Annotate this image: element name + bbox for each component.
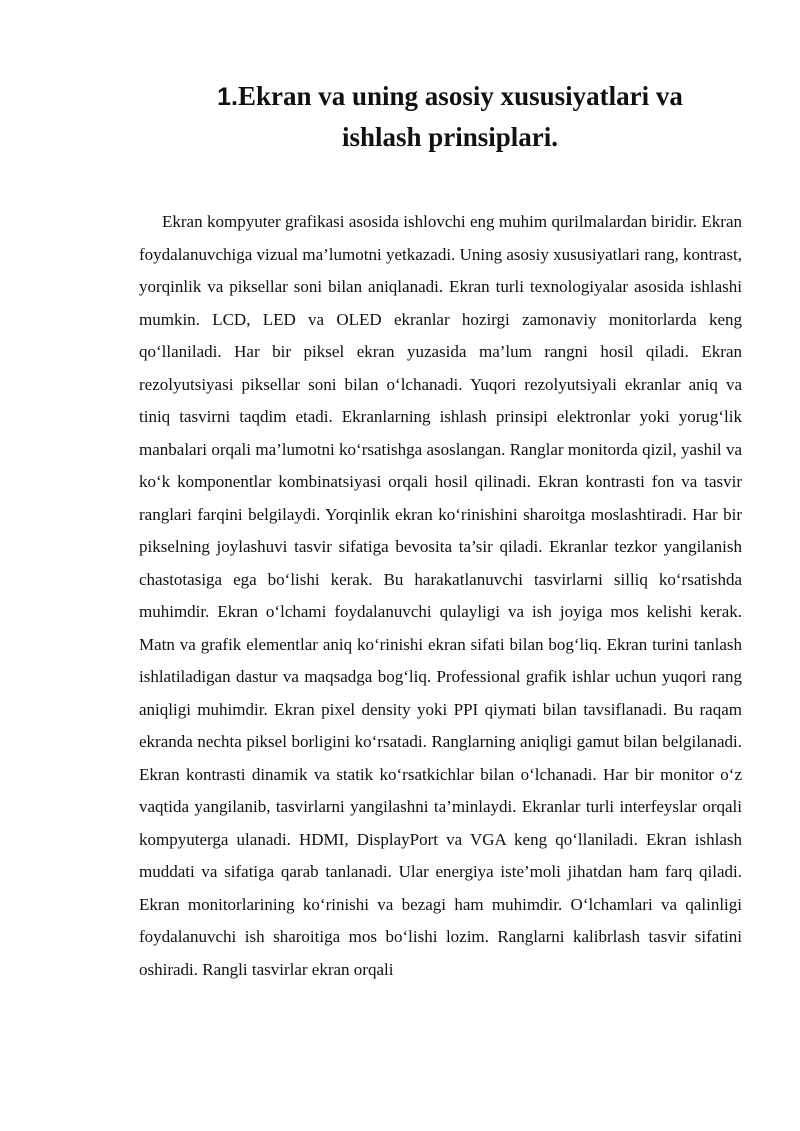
page-title [140,76,760,157]
title-line-1: Ekran va uning asosiy xususiyatlari va [237,81,683,111]
body-paragraph: Ekran kompyuter grafikasi asosida ishlovchi eng muhim qurilmalardan biridir. Ekran foydalanuvchiga vizual ma’lumotni yetkazadi. Uning asosiy xususiyatlari rang, kontrast, yorqinlik va piksellar soni bilan aniqlanadi. Ekran turli texnologiyalar asosida ishlashi mumkin. LCD, LED va OLED ekranlar hozirgi zamonaviy monitorlarda keng qo‘llaniladi. Har bir piksel ekran yuzasida ma’lum rangni hosil qiladi. Ekran rezolyutsiyasi piksellar soni bilan o‘lchanadi. Yuqori rezolyutsiyali ekranlar aniq va tiniq tasvirni taqdim etadi. Ekranlarning ishlash prinsipi elektronlar yoki yorug‘lik manbalari orqali ma’lumotni ko‘rsatishga asoslangan. Ranglar monitorda qizil, yashil va ko‘k komponentlar kombinatsiyasi orqali hosil qilinadi. Ekran kontrasti fon va tasvir ranglari farqini belgilaydi. Yorqinlik ekran ko‘rinishini sharoitga moslashtiradi. Har bir pikselning joylashuvi tasvir sifatiga bevosita ta’sir qiladi. Ekranlar tezkor yangilanish chastotasiga ega bo‘lishi kerak. Bu harakatlanuvchi tasvirlarni silliq ko‘rsatishda muhimdir. Ekran o‘lchami foydalanuvchi qulayligi va ish joyiga mos kelishi kerak. Matn va grafik elementlar aniq ko‘rinishi ekran sifati bilan bog‘liq. Ekran turini tanlash ishlatiladigan dastur va maqsadga bog‘liq. Professional grafik ishlar uchun yuqori rang aniqligi muhimdir. Ekran pixel density yoki PPI qiymati bilan tavsiflanadi. Bu raqam ekranda nechta piksel borligini ko‘rsatadi. Ranglarning aniqligi gamut bilan belgilanadi. Ekran kontrasti dinamik va statik ko‘rsatkichlar bilan o‘lchanadi. Har bir monitor o‘z vaqtida yangilanib, tasvirlarni yangilashni ta’minlaydi. Ekranlar turli interfeyslar orqali kompyuterga ulanadi. HDMI, DisplayPort va VGA keng qo‘llaniladi. Ekran ishlash muddati va sifatiga qarab tanlanadi. Ular energiya iste’moli jihatdan ham farq qiladi. Ekran monitorlarining ko‘rinishi va bezagi ham muhimdir. O‘lchamlari va qalinligi foydalanuvchi ish sharoitiga mos bo‘lishi lozim. Ranglarni kalibrlash tasvir sifatini oshiradi. Rangli tasvirlar ekran orqali [139,212,742,979]
title-line-2: ishlash prinsiplari. [341,122,559,152]
title-number: 1. [217,83,238,111]
